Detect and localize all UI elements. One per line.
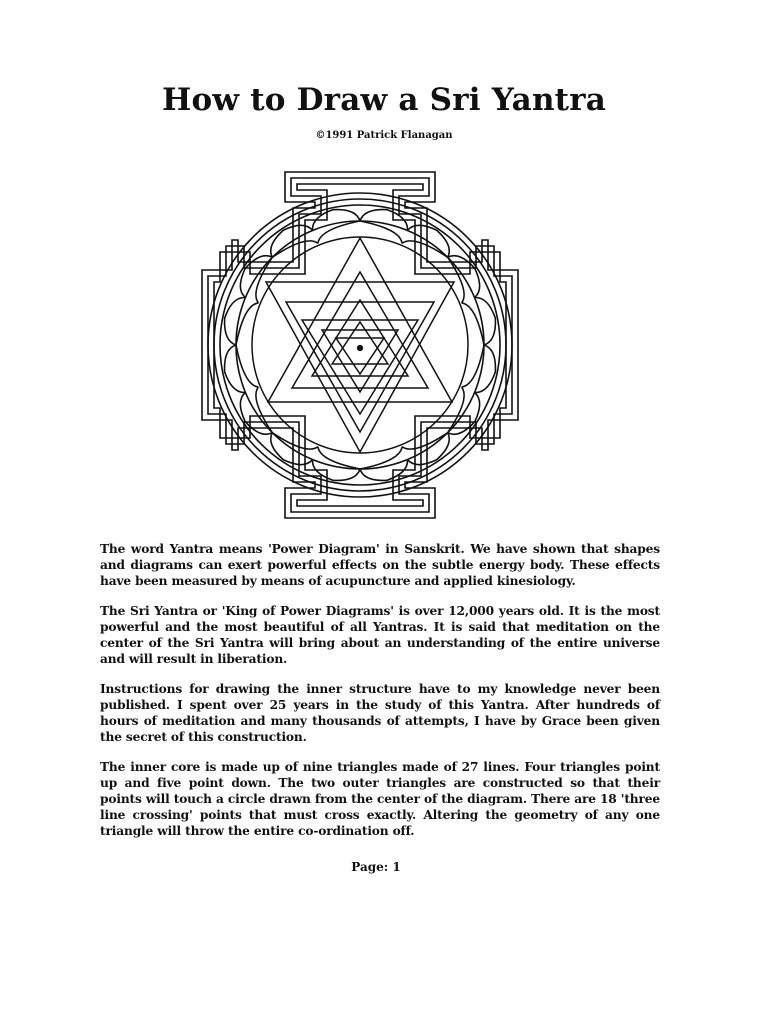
inner-triangles (252, 237, 468, 453)
paragraph-1: The word Yantra means 'Power Diagram' in Sanskrit. We have shown that shapes and diagrams can exert powerful effects on the subtle energy body. These effects have been measured by means of acupuncture and applied kinesiology. (100, 542, 660, 588)
page-number: Page: 1 (351, 860, 401, 874)
paragraph-2: The Sri Yantra or 'King of Power Diagrams' is over 12,000 years old. It is the most powerful and the most beautiful of all Yantras. It is said that meditation on the center of the Sri Yantra will bring about an understanding of the entire universe and will result in liberation. (100, 604, 660, 666)
document-title: How to Draw a Sri Yantra (161, 82, 607, 118)
paragraph-3: Instructions for drawing the inner structure have to my knowledge never been published. I spent over 25 years in the study of this Yantra. After hundreds of hours of meditation and many thousands of attempts, I have by Grace been given the secret of this construction. (100, 682, 660, 744)
paragraph-4: The inner core is made up of nine triangles made of 27 lines. Four triangles point up and five point down. The two outer triangles are constructed so that their points will touch a circle drawn from the center of the diagram. There are 18 'three line crossing' points that must cross exactly. Altering the geometry of any one triangle will throw the entire co-ordination off. (100, 760, 660, 838)
sri-yantra-diagram (190, 170, 530, 520)
body-text (100, 541, 660, 853)
document-byline: ©1991 Patrick Flanagan (315, 130, 453, 141)
